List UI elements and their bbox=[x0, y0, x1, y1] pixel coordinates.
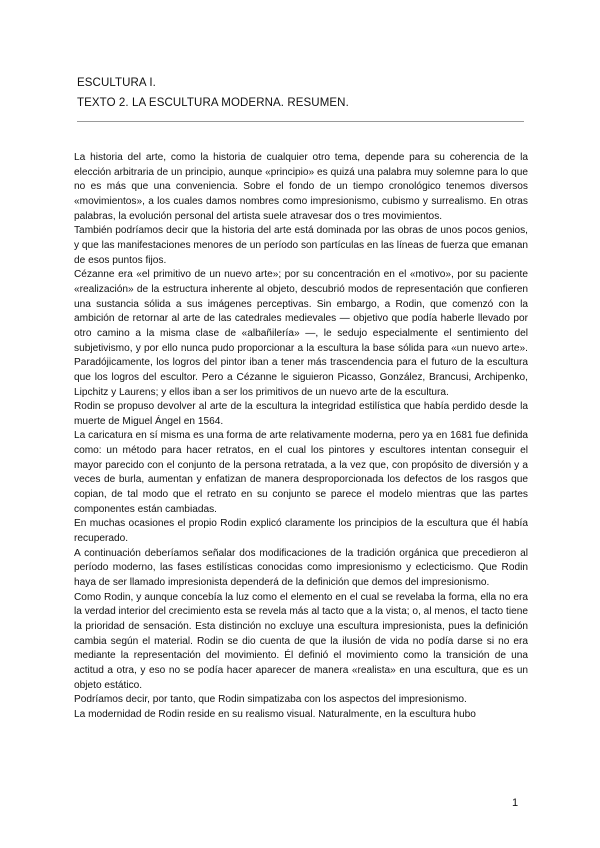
paragraph: En muchas ocasiones el propio Rodin explicó claramente los principios de la escultura que él había recuperado. bbox=[74, 518, 528, 545]
course-title: ESCULTURA I. bbox=[77, 77, 156, 89]
document-header bbox=[77, 73, 349, 113]
paragraph: Cézanne era «el primitivo de un nuevo arte»; por su concentración en el «motivo», por su paciente «realización» de la estructura inherente al objeto, descubrió modos de representación que confieren una sustancia sólida a sus imágenes perceptivas. Sin embargo, a Rodin, que comenzó con la ambición de retornar al arte de las catedrales medievales — objetivo que podía haberle llevado por otro camino a la misma clase de «albañilería» —, le sedujo especialmente el sentimiento del subjetivismo, y por ello nunca pudo proporcionar a la escultura la base sólida para «un nuevo arte». Paradójicamente, los logros del pintor iban a tener más trascendencia para el futuro de la escultura que los logros del escultor. Pero a Cézanne le siguieron Picasso, González, Brancusi, Archipenko, Lipchitz y Laurens; y ellos iban a ser los primitivos de un nuevo arte de la escultura. bbox=[74, 269, 528, 398]
page-number: 1 bbox=[512, 797, 519, 809]
paragraph: A continuación deberíamos señalar dos modificaciones de la tradición orgánica que precedieron al período moderno, las fases estilísticas conocidas como impresionismo y eclecticismo. Que Rodin haya de ser llamado impresionista dependerá de la definición que demos del impresionismo. bbox=[74, 547, 528, 589]
paragraph: La historia del arte, como la historia de cualquier otro tema, depende para su coherencia de la elección arbitraria de un principio, aunque «principio» es quizá una palabra muy solemne para lo que no es más que una conveniencia. Sobre el fondo de un tiempo cronológico tenemos diversos «movimientos», a los cuales damos nombres como impresionismo, cubismo y surrealismo. En otras palabras, la evolución personal del artista suele atravesar dos o tres movimientos. bbox=[74, 152, 528, 222]
paragraph: Podríamos decir, por tanto, que Rodin simpatizaba con los aspectos del impresionismo. bbox=[74, 694, 467, 706]
document-body bbox=[74, 151, 528, 723]
paragraph: También podríamos decir que la historia del arte está dominada por las obras de unos pocos genios, y que las manifestaciones menores de un período son partículas en las líneas de fuerza que emanan de esos puntos fijos. bbox=[74, 225, 528, 266]
paragraph: Rodin se propuso devolver al arte de la escultura la integridad estilística que había perdido desde la muerte de Miguel Ángel en 1564. bbox=[74, 401, 528, 427]
header-divider bbox=[77, 121, 524, 122]
paragraph: La caricatura en sí misma es una forma de arte relativamente moderna, pero ya en 1681 fue definida como: un método para hacer retratos, en el cual los pintores y escultores intentan conseguir el mayor parecido con el conjunto de la persona retratada, a la vez que, con propósito de diversión y a veces de burla, aumentan y enfatizan de manera desproporcionada los defectos de los rasgos que copian, de tal modo que el retrato en su conjunto se parece el modelo mientras que las partes componentes están cambiadas. bbox=[74, 430, 528, 515]
paragraph: Como Rodin, y aunque concebía la luz como el elemento en el cual se revelaba la forma, ella no era la verdad interior del crecimiento esta se revela más al tacto que a la vista; o, al menos, el tacto tiene la prioridad de sensación. Esta distinción no excluye una escultura impresionista, pues la definición cambia según el material. Rodin se dio cuenta de que la ilusión de vida no podía darse si no era mediante la representación del movimiento. Él definió el movimiento como la transición de una actitud a otra, y eso no se podía hacer aparecer de manera «realista» en una escultura, que es un objeto estático. bbox=[74, 591, 528, 691]
text-title: TEXTO 2. LA ESCULTURA MODERNA. RESUMEN. bbox=[77, 97, 349, 109]
paragraph: La modernidad de Rodin reside en su realismo visual. Naturalmente, en la escultura hubo bbox=[74, 708, 476, 720]
